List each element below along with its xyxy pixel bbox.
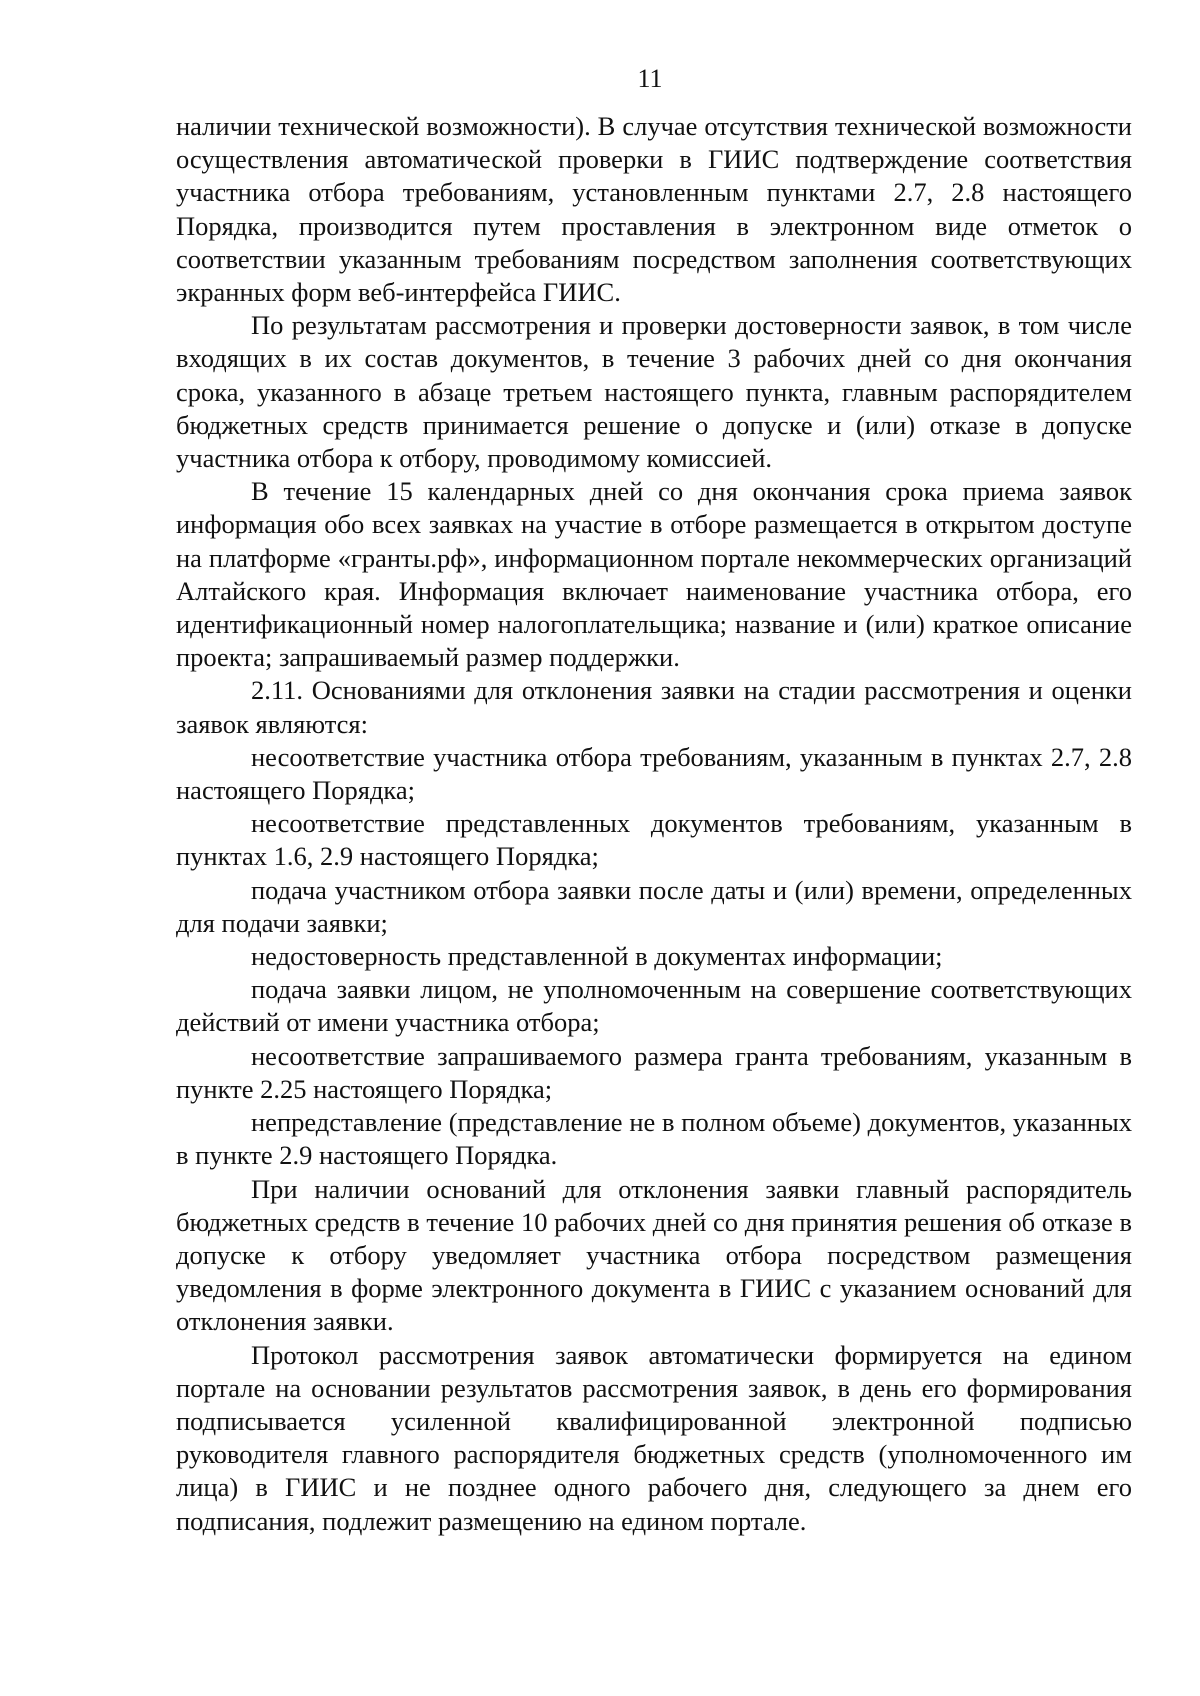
paragraph-protocol: Протокол рассмотрения заявок автоматически формируется на едином портале на основании результатов рассмотрения заявок, в день его формирования подписывается усиленной квалифицированной электронной подписью руководителя главного распорядителя бюджетных средств (уполномоченного им лица) в ГИИС и не позднее одного рабочего дня, следующего за днем его подписания, подлежит размещению на едином портале. <box>176 1339 1132 1536</box>
paragraph-rejection-grounds-heading: 2.11. Основаниями для отклонения заявки на стадии рассмотрения и оценки заявок являются: <box>176 675 1132 739</box>
page-number: 11 <box>637 64 663 93</box>
paragraph-notification: При наличии оснований для отклонения заявки главный распорядитель бюджетных средств в течение 10 рабочих дней со дня принятия решения об отказе в допуске к отбору уведомляет участника отбора посредством размещения уведомления в форме электронного документа в ГИИС с указанием оснований для отклонения заявки. <box>176 1173 1132 1337</box>
list-item-ground-1: несоответствие участника отбора требованиям, указанным в пунктах 2.7, 2.8 настоящего Порядка; <box>176 741 1132 806</box>
document-body <box>176 110 1132 1538</box>
list-item-ground-7: непредставление (представление не в полном объеме) документов, указанных в пункте 2.9 настоящего Порядка. <box>176 1107 1132 1171</box>
list-item-ground-6: несоответствие запрашиваемого размера гранта требованиям, указанным в пункте 2.25 настоящего Порядка; <box>176 1040 1132 1104</box>
list-item-ground-3: подача участником отбора заявки после даты и (или) времени, определенных для подачи заявки; <box>176 874 1132 938</box>
list-item-ground-4: недостоверность представленной в документах информации; <box>251 941 943 972</box>
paragraph-review-results: По результатам рассмотрения и проверки достоверности заявок, в том числе входящих в их состав документов, в течение 3 рабочих дней со дня окончания срока, указанного в абзаце третьем настоящего пункта, главным распорядителем бюджетных средств принимается решение о допуске и (или) отказе в допуске участника отбора к отбору, проводимому комиссией. <box>176 310 1132 474</box>
paragraph-publication: В течение 15 календарных дней со дня окончания срока приема заявок информация обо всех заявках на участие в отборе размещается в открытом доступе на платформе «гранты.рф», информационном портале некоммерческих организаций Алтайского края. Информация включает наименование участника отбора, его идентификационный номер налогоплательщика; название и (или) краткое описание проекта; запрашиваемый размер поддержки. <box>176 476 1132 673</box>
list-item-ground-2: несоответствие представленных документов требованиям, указанным в пунктах 1.6, 2.9 настоящего Порядка; <box>176 808 1132 872</box>
paragraph-continuation: наличии технической возможности). В случае отсутствия технической возможности осуществления автоматической проверки в ГИИС подтверждение соответствия участника отбора требованиям, установленным пунктами 2.7, 2.8 настоящего Порядка, производится путем проставления в электронном виде отметок о соответствии указанным требованиям посредством заполнения соответствующих экранных форм веб-интерфейса ГИИС. <box>176 111 1132 308</box>
list-item-ground-5: подача заявки лицом, не уполномоченным на совершение соответствующих действий от имени участника отбора; <box>176 974 1132 1038</box>
